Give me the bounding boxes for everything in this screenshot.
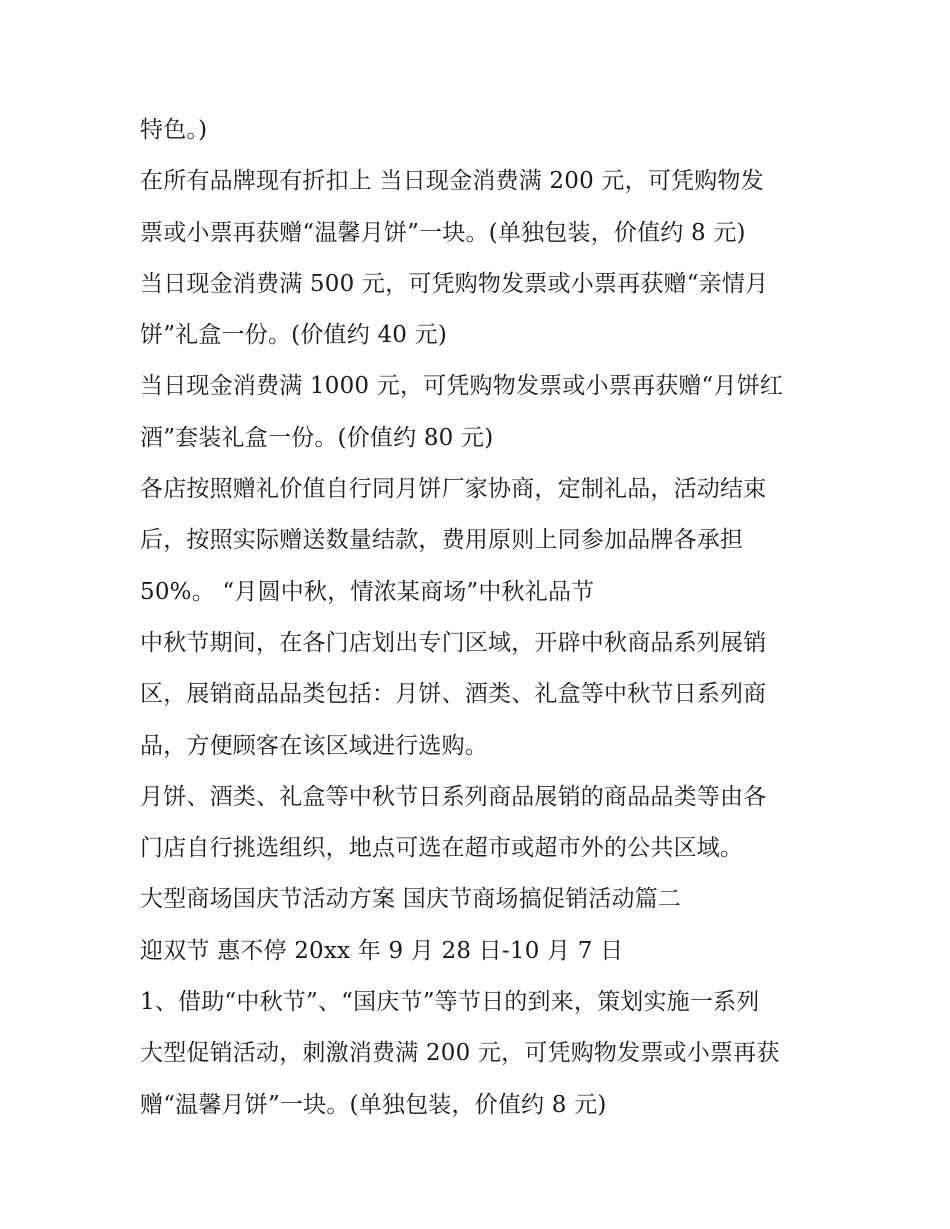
text-line: 特色。) xyxy=(140,117,208,143)
text-line: 区，展销商品品类包括：月饼、酒类、礼盒等中秋节日系列商 xyxy=(140,681,767,708)
text-line: 赠“温馨月饼”一块。(单独包装，价值约 8 元) xyxy=(140,1091,607,1118)
document-body xyxy=(140,105,820,1131)
text-line: 酒”套装礼盒一份。(价值约 80 元) xyxy=(140,424,494,451)
text-line: 饼”礼盒一份。(价值约 40 元) xyxy=(140,322,447,349)
section-heading: 大型商场国庆节活动方案 国庆节商场搞促销活动篇二 xyxy=(140,886,682,913)
text-line: 月饼、酒类、礼盒等中秋节日系列商品展销的商品品类等由各 xyxy=(140,783,767,810)
text-line: 品，方便顾客在该区域进行选购。 xyxy=(140,732,488,759)
text-line: 门店自行挑选组织，地点可选在超市或超市外的公共区域。 xyxy=(140,835,744,862)
text-line: 在所有品牌现有折扣上 当日现金消费满 200 元，可凭购物发 xyxy=(140,168,764,195)
text-line: 中秋节期间，在各门店划出专门区域，开辟中秋商品系列展销 xyxy=(140,629,767,656)
text-line: 当日现金消费满 500 元，可凭购物发票或小票再获赠“亲情月 xyxy=(140,270,769,297)
text-line: 票或小票再获赠“温馨月饼”一块。(单独包装，价值约 8 元) xyxy=(140,219,746,246)
text-line: 50%。 “月圆中秋，情浓某商场”中秋礼品节 xyxy=(140,578,595,605)
text-line: 1、借助“中秋节”、“国庆节”等节日的到来，策划实施一系列 xyxy=(140,989,760,1016)
text-line: 当日现金消费满 1000 元，可凭购物发票或小票再获赠“月饼红 xyxy=(140,373,784,400)
text-line: 各店按照赠礼价值自行同月饼厂家协商，定制礼品，活动结束 xyxy=(140,476,767,503)
text-line: 大型促销活动，刺激消费满 200 元，可凭购物发票或小票再获 xyxy=(140,1040,780,1067)
text-line: 迎双节 惠不停 20xx 年 9 月 28 日-10 月 7 日 xyxy=(140,937,624,964)
text-line: 后，按照实际赠送数量结款，费用原则上同参加品牌各承担 xyxy=(140,527,744,554)
